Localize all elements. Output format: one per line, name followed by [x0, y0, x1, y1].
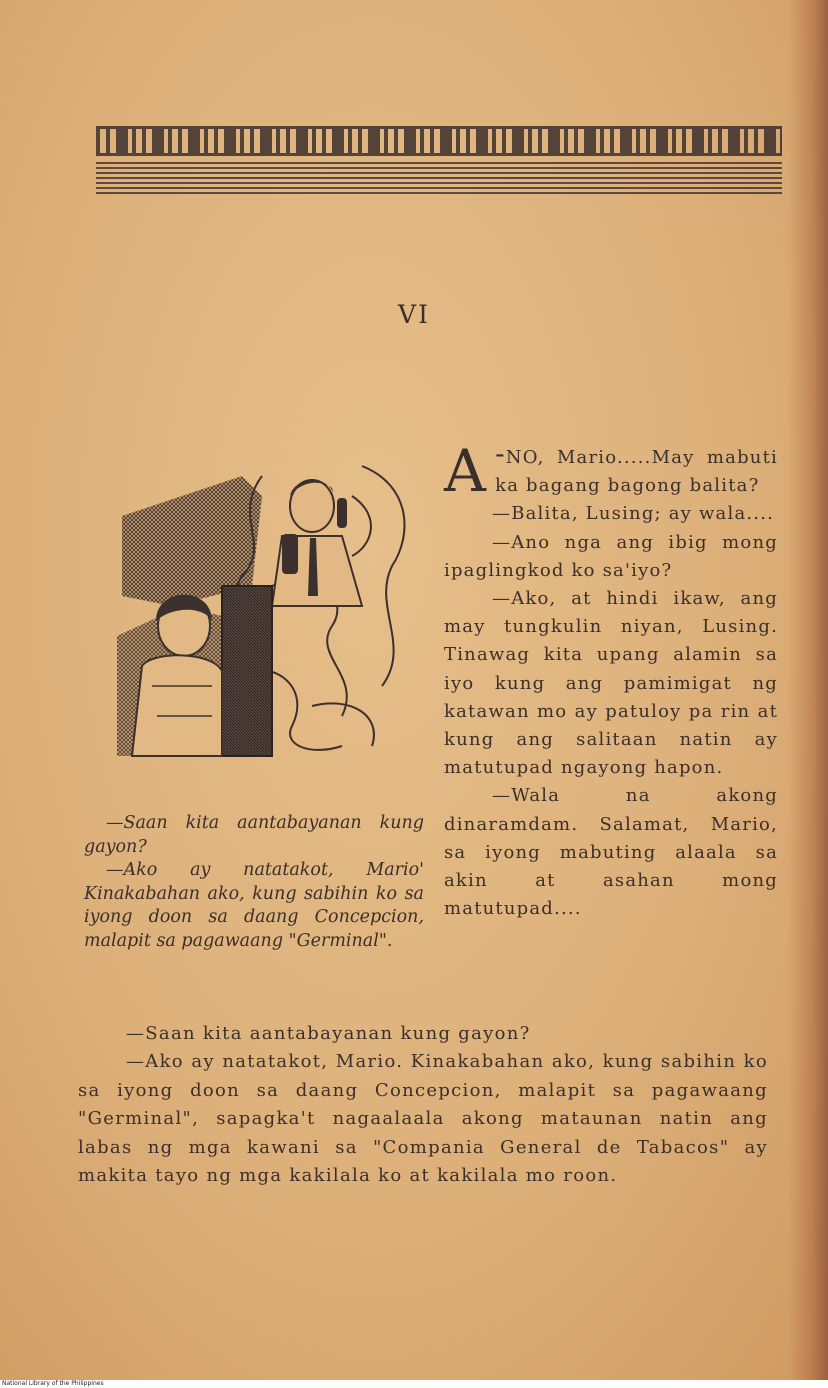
caption-line-1: —Saan kita aantabayanan kung gayon?	[84, 813, 424, 857]
opening-paragraph: - A NO, Mario.....May mabuti ka bagang bagong balita?	[444, 437, 778, 505]
paragraph: —Ako, at hindi ikaw, ang may tungkulin niyan, Lusing. Tinawag kita upang alamin sa iyo kung ang pamimigat ng katawan mo ay patuloy pa rin at kung ang salitaan natin ay matutupad ngayong hapon.	[444, 588, 778, 779]
paragraph: —Ano nga ang ibig mong ipaglingkod ko sa'iyo?	[444, 531, 778, 581]
chapter-number: VI	[398, 300, 430, 329]
header-ornament	[96, 126, 782, 196]
illustration-caption	[84, 812, 424, 953]
paragraph: —Saan kita aantabayanan kung gayon?	[126, 1023, 531, 1044]
drop-cap: A	[444, 437, 488, 505]
paragraph: —Balita, Lusing; ay wala....	[492, 503, 775, 525]
caption-line-2: —Ako ay natatakot, Mario' Kinakabahan ako, kung sabihin ko sa iyong doon sa daang Concepcion, malapit sa pagawaang "Germinal".	[84, 860, 424, 951]
paragraph: —Ako ay natatakot, Mario. Kinakabahan ako, kung sabihin ko sa iyong doon sa daang Concepcion, malapit sa pagawaang "Germinal", sapagka't nagaalaala akong mataunan natin ang labas ng mga kawani sa "Compania General de Tabacos" ay makita tayo ng mga kakilala ko at kakilala mo roon.	[78, 1051, 768, 1187]
page-edge-shadow	[788, 0, 828, 1380]
greek-key-border	[96, 126, 782, 156]
telephone-conversation-illustration	[112, 456, 422, 768]
footer-strip	[0, 1380, 828, 1388]
opening-text: NO, Mario.....May mabuti ka bagang bagong balita?	[495, 447, 778, 497]
ornamental-rules	[96, 162, 782, 194]
right-column-text	[444, 437, 778, 923]
bottom-text-block	[78, 1020, 768, 1190]
paragraph: —Wala na akong dinaramdam. Salamat, Mario, sa iyong mabuting alaala sa akin at asahan mong matutupad....	[444, 785, 778, 920]
library-credit: National Library of the Philippines	[2, 1380, 104, 1387]
